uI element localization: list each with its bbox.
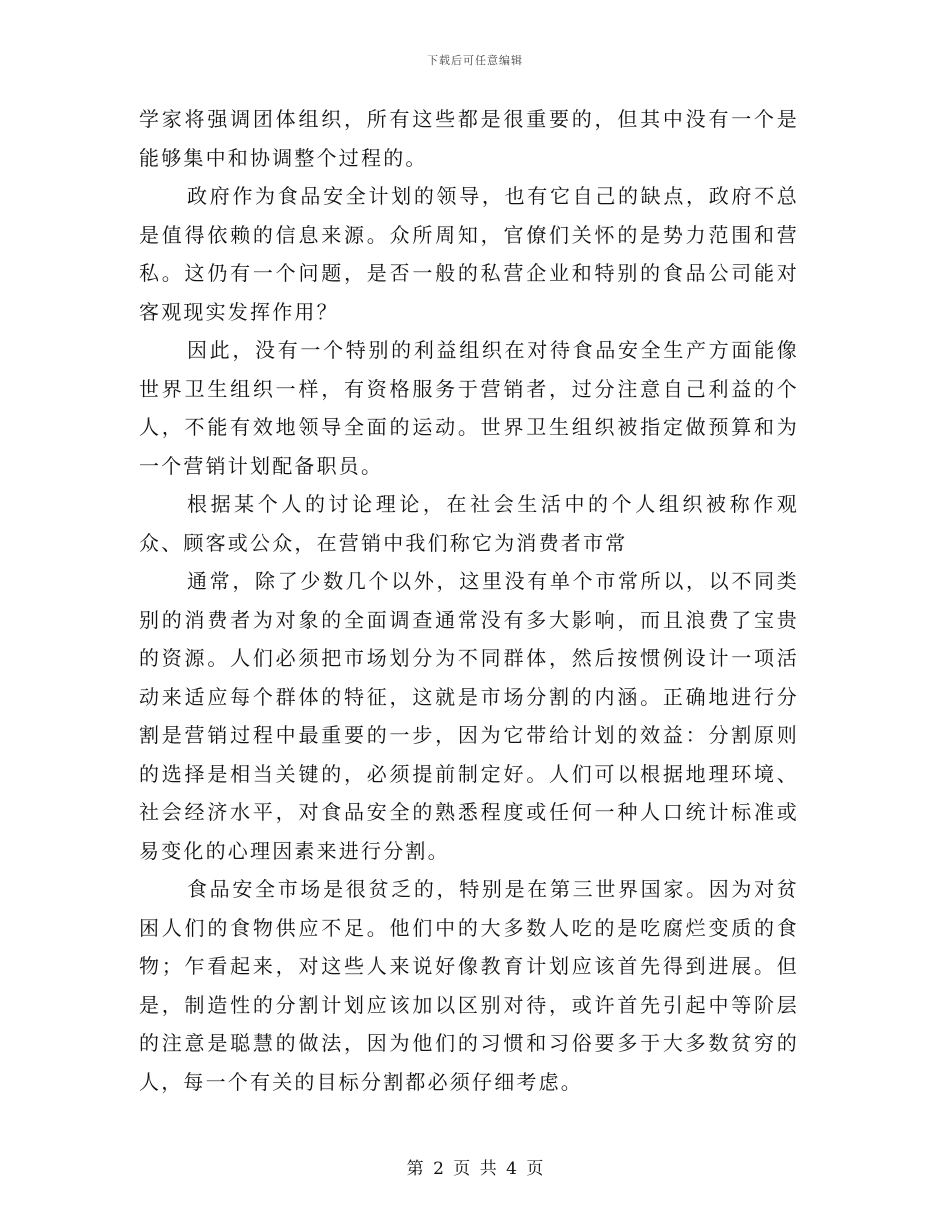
- paragraph: 食品安全市场是很贫乏的，特别是在第三世界国家。因为对贫困人们的食物供应不足。他们中的大多数人吃的是吃腐烂变质的食物；乍看起来，对这些人来说好像教育计划应该首先得到进展。但是，制造性的分割计划应该加以区别对待，或许首先引起中等阶层的注意是聪慧的做法，因为他们的习惯和习俗要多于大多数贫穷的人，每一个有关的目标分割都必须仔细考虑。: [139, 877, 799, 1094]
- paragraph: 根据某个人的讨论理论，在社会生活中的个人组织被称作观众、顾客或公众，在营销中我们称它为消费者市常: [139, 492, 799, 555]
- paragraph: 政府作为食品安全计划的领导，也有它自己的缺点，政府不总是值得依赖的信息来源。众所周知，官僚们关怀的是势力范围和营私。这仍有一个问题，是否一般的私营企业和特别的食品公司能对客观现实发挥作用？: [139, 184, 799, 324]
- paragraph: 学家将强调团体组织，所有这些都是很重要的，但其中没有一个是能够集中和协调整个过程的。: [139, 107, 799, 170]
- paragraph: 因此，没有一个特别的利益组织在对待食品安全生产方面能像世界卫生组织一样，有资格服务于营销者，过分注意自己利益的个人，不能有效地领导全面的运动。世界卫生组织被指定做预算和为一个营销计划配备职员。: [139, 338, 799, 478]
- page-number-footer: 第 2 页 共 4 页: [406, 1159, 544, 1179]
- page-header: 下载后可任意编辑: [427, 54, 523, 67]
- document-body: [139, 100, 799, 1101]
- paragraph: 通常，除了少数几个以外，这里没有单个市常所以，以不同类别的消费者为对象的全面调查通常没有多大影响，而且浪费了宝贵的资源。人们必须把市场划分为不同群体，然后按惯例设计一项活动来适应每个群体的特征，这就是市场分割的内涵。正确地进行分割是营销过程中最重要的一步，因为它带给计划的效益：分割原则的选择是相当关键的，必须提前制定好。人们可以根据地理环境、社会经济水平，对食品安全的熟悉程度或任何一种人口统计标准或易变化的心理因素来进行分割。: [139, 569, 799, 863]
